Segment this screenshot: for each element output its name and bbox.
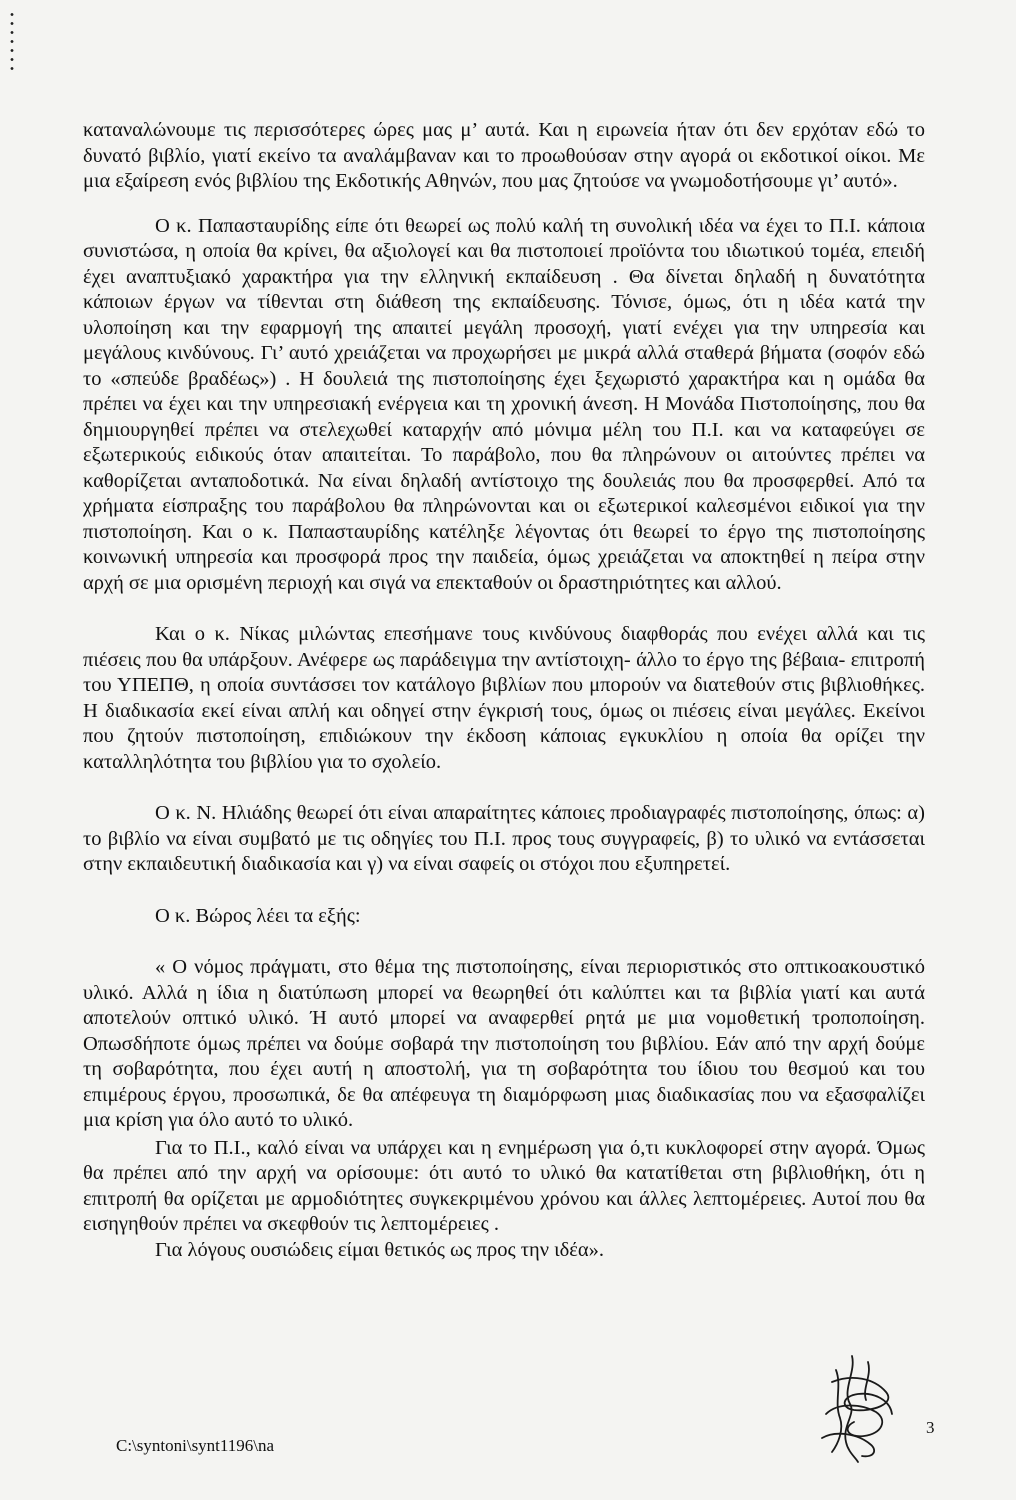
handwritten-signature (812, 1352, 922, 1464)
paragraph-nikas: Και ο κ. Νίκας μιλώντας επεσήμανε τους κινδύνους διαφθοράς που ενέχει αλλά και τις πιέσεις που θα υπάρξουν. Ανέφερε ως παράδειγμα την αντίστοιχη- άλλο το έργο της βέβαια- επιτροπή του ΥΠΕΠΘ, η οποία συντάσσει τον κατάλογο βιβλίων που μπορούν να διατεθούν στις βιβλιοθήκες. Η διαδικασία εκεί είναι απλή και οδηγεί στην έγκρισή τους, όμως οι πιέσεις είναι μεγάλες. Εκείνοι που ζητούν πιστοποίηση, επιδιώκουν την έκδοση κάποιας εγκυκλίου η οποία θα ορίζει την καταλληλότητα του βιβλίου για το σχολείο. (83, 623, 925, 773)
document-body (83, 118, 925, 1263)
paragraph-papastavridis: Ο κ. Παπασταυρίδης είπε ότι θεωρεί ως πολύ καλή τη συνολική ιδέα να έχει το Π.Ι. κάποια συνιστώσα, η οποία θα κρίνει, θα αξιολογεί και θα πιστοποιεί προϊόντα του ιδιωτικού τομέα, επειδή έχει αναπτυξιακό χαρακτήρα για την ελληνική εκπαίδευση . Θα δίνεται δηλαδή η δυνατότητα κάποιων έργων να τίθενται στη διάθεση της εκπαίδευσης. Τόνισε, όμως, ότι η ιδέα κατά την υλοποίηση και την εφαρμογή της απαιτεί μεγάλη προσοχή, γιατί ενέχει για την υπηρεσία και μεγάλους κινδύνους. Γι’ αυτό χρειάζεται να προχωρήσει με μικρά αλλά σταθερά βήματα (σοφόν εδώ το «σπεύδε βραδέως») . Η δουλειά της πιστοποίησης έχει ξεχωριστό χαρακτήρα και η ομάδα θα πρέπει να έχει και την υπηρεσιακή ενέργεια και τη χρονική άνεση. Η Μονάδα Πιστοποίησης, που θα δημιουργηθεί πρέπει να στελεχωθεί καταρχήν από μόνιμα μέλη του Π.Ι. και να καταφεύγει σε εξωτερικούς ειδικούς όταν απαιτείται. Το παράβολο, που θα πληρώνουν οι αιτούντες πρέπει να καθορίζεται ανταποδοτικά. Να είναι δηλαδή αντίστοιχο της δουλειάς που θα προσφερθεί. Από τα χρήματα είσπραξης του παράβολου θα πληρώνονται και οι εξωτερικοί καλεσμένοι ειδικοί για την πιστοποίηση. Και ο κ. Παπασταυρίδης κατέληξε λέγοντας ότι θεωρεί το έργο της πιστοποίησης κοινωνική υπηρεσία και προσφορά προς την παιδεία, όμως χρειάζεται να αποκτηθεί η πείρα στην αρχή σε μια ορισμένη περιοχή και σιγά να επεκταθούν οι δραστηριότητες και αλλού. (83, 214, 925, 594)
paragraph-continuation: καταναλώνουμε τις περισσότερες ώρες μας μ’ αυτά. Και η ειρωνεία ήταν ότι δεν ερχόταν εδώ το δυνατό βιβλίο, γιατί εκείνο τα αναλάμβαναν και το προωθούσαν στην αγορά οι εκδοτικοί οίκοι. Με μια εξαίρεση ενός βιβλίου της Εκδοτικής Αθηνών, που μας ζητούσε να γνωμοδοτήσουμε γι’ αυτό». (83, 119, 925, 192)
paragraph-voros-quote-2: Για το Π.Ι., καλό είναι να υπάρχει και η ενημέρωση για ό,τι κυκλοφορεί στην αγορά. Όμως θα πρέπει από την αρχή να ορίσουμε: ότι αυτό το υλικό θα κατατίθεται στη βιβλιοθήκη, ότι η επιτροπή θα ορίζεται με αρμοδιότητες συγκεκριμένου χρόνου και άλλες λεπτομέρειες. Αυτοί που θα εισηγηθούν πρέπει να σκεφθούν τις λεπτομέρειες . (83, 1136, 925, 1235)
paragraph-voros-intro: Ο κ. Βώρος λέει τα εξής: (155, 904, 361, 927)
paragraph-voros-quote-1: « Ο νόμος πράγματι, στο θέμα της πιστοποίησης, είναι περιοριστικός στο οπτικοακουστικό υλικό. Αλλά η ίδια η διατύπωση μπορεί να θεωρηθεί ότι καλύπτει και τα βιβλία γιατί και αυτά αποτελούν οπτικό υλικό. Ή αυτό μπορεί να αναφερθεί ρητά με μια νομοθετική τροποποίηση. Οπωσδήποτε όμως πρέπει να δούμε σοβαρά την πιστοποίηση του βιβλίου. Εάν από την αρχή δούμε τη σοβαρότητα, που έχει αυτή η αποστολή, για τη σοβαρότητα του ίδιου του θεσμού και του επιμέρους έργου, προσωπικά, δε θα απέφευγα τη διαμόρφωση μιας διαδικασίας που να εξασφαλίζει μια κρίση για όλο αυτό το υλικό. (83, 956, 925, 1131)
file-path-footer: C:\syntoni\synt1196\na (116, 1436, 275, 1455)
paragraph-voros-quote-3: Για λόγους ουσιώδεις είμαι θετικός ως προς την ιδέα». (155, 1238, 604, 1261)
page-number: 3 (926, 1418, 935, 1437)
binding-holes (10, 10, 14, 70)
paragraph-iliadis: Ο κ. Ν. Ηλιάδης θεωρεί ότι είναι απαραίτητες κάποιες προδιαγραφές πιστοποίησης, όπως: α) το βιβλίο να είναι συμβατό με τις οδηγίες του Π.Ι. προς τους συγγραφείς, β) το υλικό να εντάσσεται στην εκπαιδευτική διαδικασία και γ) να είναι σαφείς οι στόχοι που εξυπηρετεί. (83, 802, 925, 875)
